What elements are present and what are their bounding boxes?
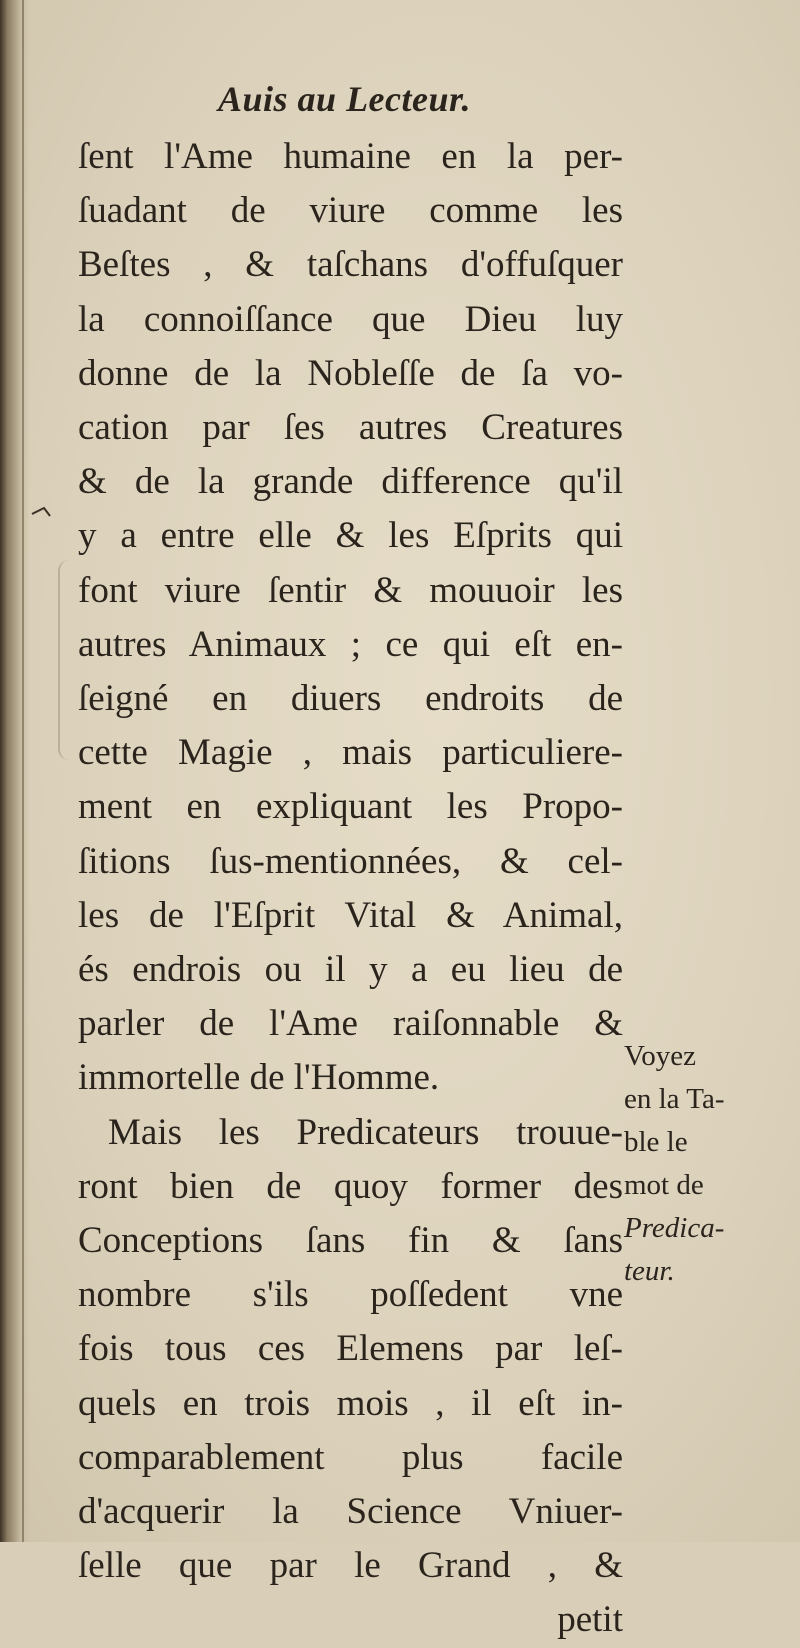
marginal-line: Voyez [624, 1040, 696, 1072]
marginal-note [624, 1035, 764, 1293]
text-line: ſeigné en diuers endroits de [78, 678, 623, 720]
text-line: ſitions ſus-mentionnées, & cel- [78, 840, 623, 882]
text-line: les de l'Eſprit Vital & Animal, [78, 894, 623, 936]
text-line: y a entre elle & les Eſprits qui [78, 515, 623, 557]
text-line: ſuadant de viure comme les [78, 190, 623, 232]
text-line: fois tous ces Elemens par leſ- [78, 1328, 623, 1370]
text-line: ſent l'Ame humaine en la per- [78, 136, 623, 177]
text-line: font viure ſentir & mouuoir les [78, 569, 623, 611]
body-text [78, 130, 623, 1648]
text-line: parler de l'Ame raiſonnable & [78, 1003, 623, 1045]
text-line: comparablement plus facile [78, 1436, 623, 1478]
text-line: autres Animaux ; ce qui eſt en- [78, 623, 623, 665]
marginal-line: teur. [624, 1255, 675, 1287]
gutter-shadow-line [22, 0, 24, 1542]
text-line: quels en trois mois , il eſt in- [78, 1382, 623, 1424]
text-line: ront bien de quoy former des [78, 1165, 623, 1207]
marginal-line: en la Ta- [624, 1083, 725, 1115]
text-line: & de la grande difference qu'il [78, 461, 623, 503]
marginal-line: ble le [624, 1126, 688, 1158]
text-line: d'acquerir la Science Vniuer- [78, 1491, 623, 1533]
text-line: Beſtes , & taſchans d'offuſquer [78, 244, 623, 286]
text-line: nombre s'ils poſſedent vne [78, 1274, 623, 1316]
marginal-line: mot de [624, 1169, 704, 1201]
text-line: Conceptions ſans fin & ſans [78, 1220, 623, 1262]
text-line: és endrois ou il y a eu lieu de [78, 949, 623, 991]
text-line: cation par ſes autres Creatures [78, 407, 623, 449]
running-head: Auis au Lecteur. [218, 79, 472, 119]
text-line: immortelle de l'Homme. [78, 1057, 440, 1099]
text-line: Mais les Predicateurs trouue- [108, 1111, 623, 1153]
margin-pen-mark [30, 500, 58, 520]
text-line: cette Magie , mais particuliere- [78, 732, 623, 774]
marginal-line: Predica- [624, 1212, 725, 1244]
book-gutter [0, 0, 30, 1542]
catchword: petit [557, 1599, 623, 1641]
text-line: la connoiſſance que Dieu luy [78, 298, 623, 340]
text-line: donne de la Nobleſſe de ſa vo- [78, 352, 623, 394]
text-line: ſelle que par le Grand , & [78, 1545, 623, 1587]
text-line: ment en expliquant les Propo- [78, 786, 623, 828]
margin-pen-stroke [58, 560, 80, 760]
